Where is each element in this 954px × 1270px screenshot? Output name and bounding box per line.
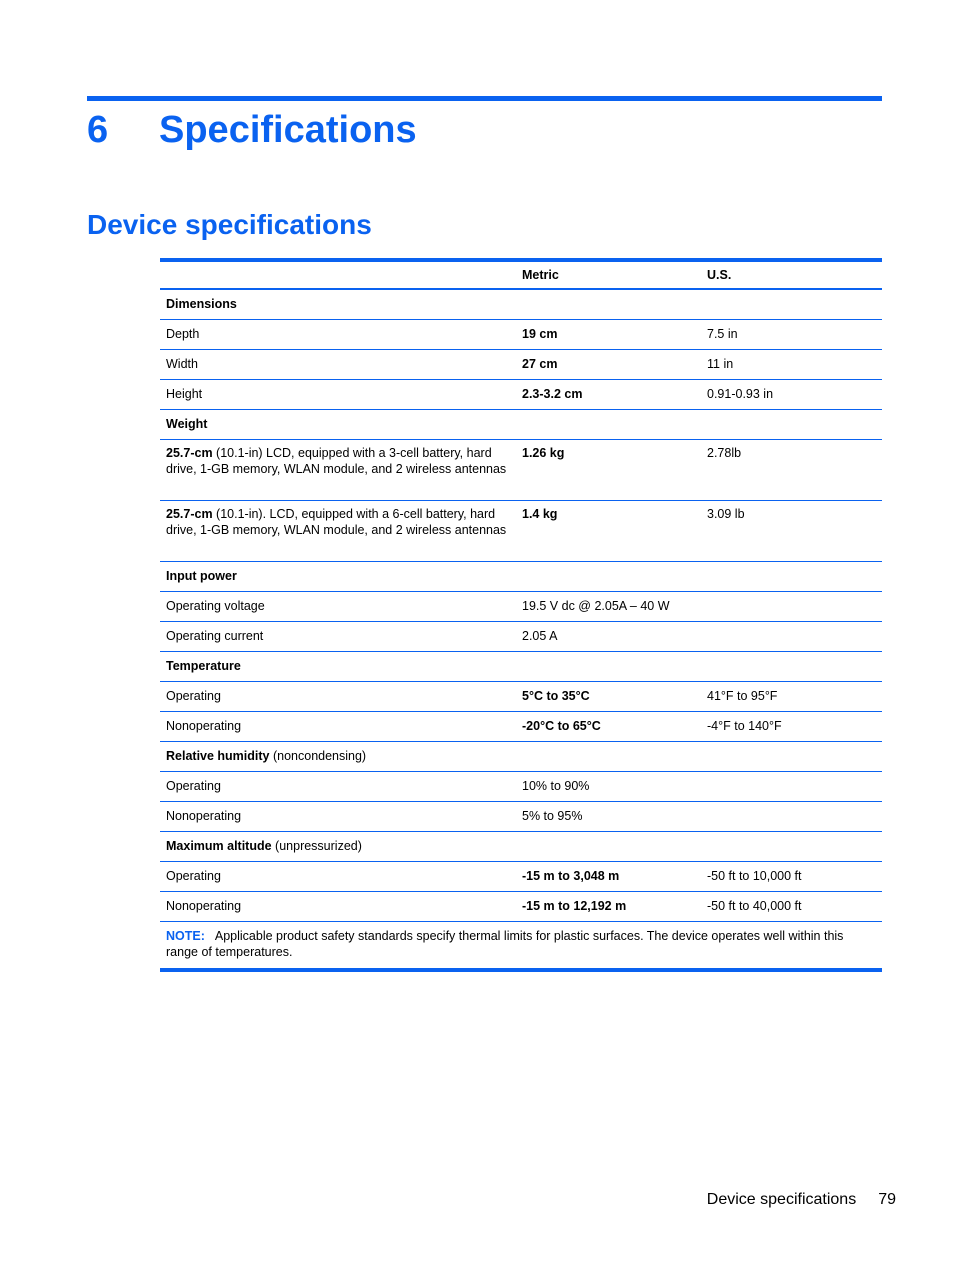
group-header-row [160,410,882,440]
spec-label-cell [160,802,516,832]
table-body [160,289,882,970]
spec-label: Operating [166,869,221,883]
spec-label-cell [160,501,516,562]
group-title: Maximum altitude [166,839,272,853]
table-row [160,440,882,501]
metric-value: 1.4 kg [516,501,701,562]
page-number: 79 [878,1191,896,1208]
chapter-rule [87,96,882,101]
chapter-number: 6 [87,109,109,151]
group-header-cell [160,289,882,320]
table-row [160,380,882,410]
metric-value: 27 cm [516,350,701,380]
spec-label-prefix: 25.7-cm [166,507,213,521]
us-value: -50 ft to 40,000 ft [701,892,882,922]
us-value: 3.09 lb [701,501,882,562]
metric-value: 5% to 95% [516,802,701,832]
group-title-suffix: (noncondensing) [269,749,367,763]
us-value: -50 ft to 10,000 ft [701,862,882,892]
spec-label: Width [166,357,198,371]
spec-label-cell [160,380,516,410]
note-row [160,922,882,971]
us-value: 0.91-0.93 in [701,380,882,410]
spec-label: Nonoperating [166,809,242,823]
table-row [160,712,882,742]
group-title-suffix: (unpressurized) [271,839,362,853]
group-header-cell [160,652,882,682]
table-row [160,682,882,712]
metric-value: 10% to 90% [516,772,701,802]
spec-label: Operating [166,689,221,703]
spec-label-cell [160,350,516,380]
group-title: Relative humidity [166,749,270,763]
table-row [160,772,882,802]
spec-label: Nonoperating [166,719,242,733]
section-title: Device specifications [87,209,372,240]
metric-value: 5°C to 35°C [516,682,701,712]
group-header-cell [160,742,882,772]
group-header-row [160,289,882,320]
spec-label-cell [160,320,516,350]
note-label: NOTE: [166,929,205,943]
chapter-title [87,104,417,156]
metric-value: -20°C to 65°C [516,712,701,742]
spec-label: Height [166,387,203,401]
metric-value: 19.5 V dc @ 2.05A – 40 W [516,592,701,622]
us-value: 11 in [701,350,882,380]
table-row [160,501,882,562]
metric-value: 2.3-3.2 cm [516,380,701,410]
spec-label-cell [160,772,516,802]
header-us: U.S. [707,268,732,282]
note-text: Applicable product safety standards specify thermal limits for plastic surfaces. The device operates well within this range of temperatures. [166,929,844,959]
spec-label-cell [160,892,516,922]
metric-value: 19 cm [516,320,701,350]
us-value [701,622,882,652]
table-row [160,320,882,350]
group-header-row [160,742,882,772]
spec-label: Operating [166,779,221,793]
specifications-table [160,258,882,972]
table-header-row [160,260,882,289]
group-title: Input power [166,569,237,583]
spec-label: Nonoperating [166,899,242,913]
footer-section-title: Device specifications [706,1191,857,1208]
metric-value: -15 m to 3,048 m [516,862,701,892]
spec-label: Depth [166,327,200,341]
us-value: 41°F to 95°F [701,682,882,712]
spec-label-prefix: 25.7-cm [166,446,213,460]
spec-label: Operating voltage [166,599,265,613]
table-row [160,892,882,922]
group-header-cell [160,562,882,592]
spec-label: (10.1-in) LCD, equipped with a 3-cell battery, hard drive, 1-GB memory, WLAN module, and 2 wireless antennas [166,446,507,476]
header-metric: Metric [522,268,559,282]
group-title: Dimensions [166,297,237,311]
table-row [160,802,882,832]
group-header-cell [160,832,882,862]
table-row [160,622,882,652]
metric-value: 2.05 A [516,622,701,652]
spec-label-cell [160,440,516,501]
spec-label-cell [160,862,516,892]
us-value: -4°F to 140°F [701,712,882,742]
note-cell [160,922,882,971]
group-header-row [160,562,882,592]
group-header-row [160,652,882,682]
header-item [160,260,516,289]
metric-value: 1.26 kg [516,440,701,501]
group-header-cell [160,410,882,440]
table-row [160,862,882,892]
page-footer [707,1191,896,1209]
spec-label-cell [160,682,516,712]
us-value [701,592,882,622]
group-header-row [160,832,882,862]
chapter-title-text: Specifications [159,109,417,151]
metric-value: -15 m to 12,192 m [516,892,701,922]
table-row [160,350,882,380]
spec-label-cell [160,592,516,622]
us-value [701,772,882,802]
spec-label-cell [160,712,516,742]
us-value: 7.5 in [701,320,882,350]
group-title: Weight [166,417,208,431]
spec-label: (10.1-in). LCD, equipped with a 6-cell battery, hard drive, 1-GB memory, WLAN module, and 2 wireless antennas [166,507,507,537]
table-row [160,592,882,622]
us-value: 2.78lb [701,440,882,501]
spec-label: Operating current [166,629,264,643]
us-value [701,802,882,832]
spec-label-cell [160,622,516,652]
group-title: Temperature [166,659,241,673]
